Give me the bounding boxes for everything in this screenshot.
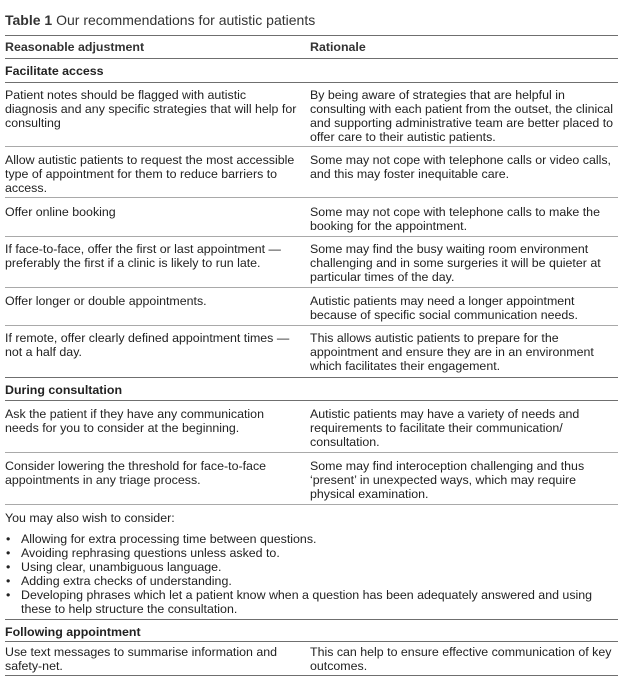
consider-bullet: • Using clear, unambiguous language. bbox=[5, 560, 618, 574]
consider-bullet: • Developing phrases which let a patient know when a question has been adequately answered and using these to help structure the consultation. bbox=[5, 588, 618, 616]
table-bottom-rule bbox=[5, 675, 618, 676]
table-caption-text: Our recommendations for autistic patients bbox=[56, 12, 316, 28]
rationale-cell: By being aware of strategies that are helpful in consulting with each patient from the outset, the clinical and supporting administrative team are better placed to offer care to their autistic patients. bbox=[310, 88, 614, 144]
adjustment-cell: If remote, offer clearly defined appointment times — not a half day. bbox=[5, 331, 290, 359]
row-rule bbox=[5, 146, 618, 147]
section-rule bbox=[5, 619, 618, 620]
row-rule bbox=[5, 197, 618, 198]
consider-bullet: • Avoiding rephrasing questions unless asked to. bbox=[5, 546, 618, 560]
rationale-cell: Some may find interoception challenging and thus ‘present’ in unexpected ways, which may require physical examination. bbox=[310, 459, 585, 501]
consider-bullet: • Adding extra checks of understanding. bbox=[5, 574, 618, 588]
adjustment-cell: If face-to-face, offer the first or last appointment — preferably the first if a clinic is likely to run late. bbox=[5, 242, 281, 270]
rationale-cell: This allows autistic patients to prepare for the appointment and ensure they are in an environment which facilitates their engagement. bbox=[310, 331, 594, 373]
adjustment-cell: Offer online booking bbox=[5, 205, 116, 219]
column-header-adjustment: Reasonable adjustment bbox=[5, 40, 145, 54]
consider-note: You may also wish to consider: bbox=[5, 511, 175, 525]
rationale-cell: Autistic patients may need a longer appointment because of specific social communication needs. bbox=[310, 294, 578, 322]
row-rule bbox=[5, 236, 618, 237]
adjustment-cell: Use text messages to summarise information and safety-net. bbox=[5, 645, 278, 673]
table-caption bbox=[5, 12, 315, 29]
adjustment-cell: Allow autistic patients to request the most accessible type of appointment for them to reduce barriers to access. bbox=[5, 153, 295, 195]
rationale-cell: Autistic patients may have a variety of needs and requirements to facilitate their communication/ consultation. bbox=[310, 407, 580, 449]
table-number: Table 1 bbox=[5, 12, 53, 28]
consider-bullet: • Allowing for extra processing time between questions. bbox=[5, 532, 618, 546]
rationale-cell: Some may not cope with telephone calls to make the booking for the appointment. bbox=[310, 205, 600, 233]
adjustment-cell: Offer longer or double appointments. bbox=[5, 294, 207, 308]
row-rule bbox=[5, 287, 618, 288]
table-top-rule bbox=[5, 35, 618, 36]
column-header-rationale: Rationale bbox=[310, 40, 366, 54]
section-title-facilitate-access: Facilitate access bbox=[5, 64, 104, 78]
adjustment-cell: Patient notes should be flagged with autistic diagnosis and any specific strategies that will help for consulting bbox=[5, 88, 297, 130]
rationale-cell: Some may find the busy waiting room environment challenging and in some surgeries it will be quieter at particular times of the day. bbox=[310, 242, 601, 284]
section-title-during-consultation: During consultation bbox=[5, 383, 123, 397]
row-rule bbox=[5, 504, 618, 505]
row-rule bbox=[5, 325, 618, 326]
section-title-following-appointment: Following appointment bbox=[5, 625, 141, 639]
section-rule bbox=[5, 82, 618, 83]
rationale-cell: This can help to ensure effective communication of key outcomes. bbox=[310, 645, 612, 673]
adjustment-cell: Ask the patient if they have any communication needs for you to consider at the beginning. bbox=[5, 407, 264, 435]
header-rule bbox=[5, 58, 618, 59]
section-rule bbox=[5, 400, 618, 401]
row-rule bbox=[5, 452, 618, 453]
adjustment-cell: Consider lowering the threshold for face-to-face appointments in any triage process. bbox=[5, 459, 267, 487]
consider-bullet-list bbox=[5, 532, 618, 616]
rationale-cell: Some may not cope with telephone calls or video calls, and this may foster inequitable care. bbox=[310, 153, 611, 181]
section-rule bbox=[5, 377, 618, 378]
section-rule bbox=[5, 641, 618, 642]
